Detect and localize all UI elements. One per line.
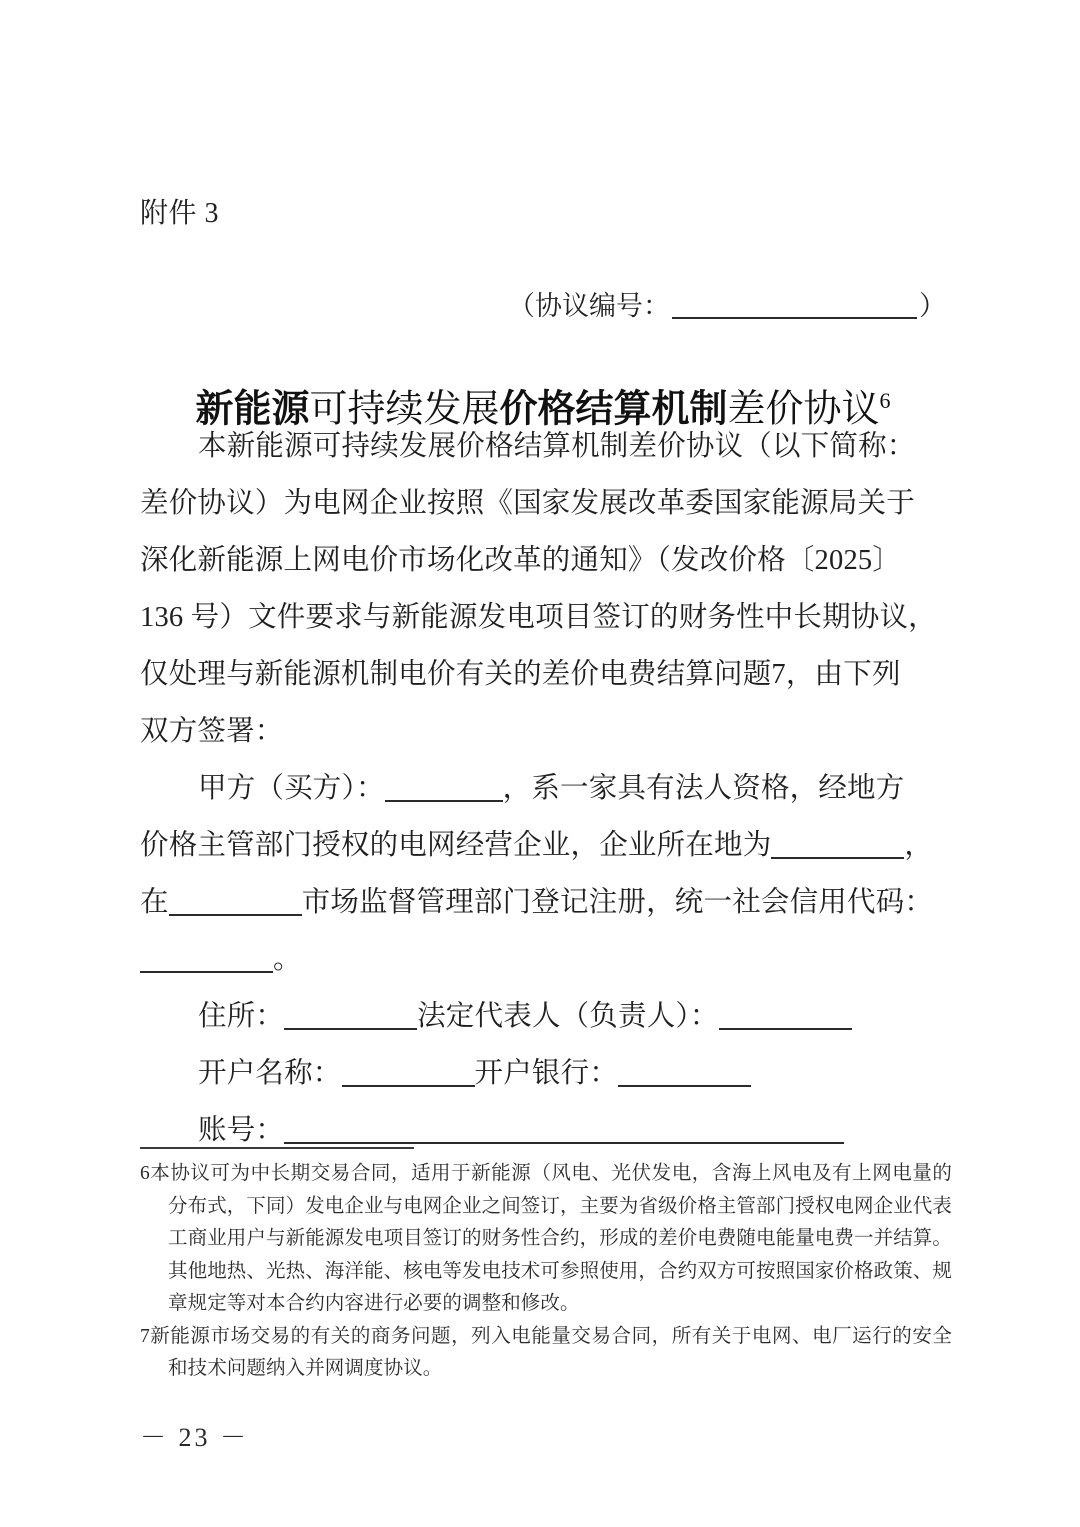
title-segment-4: 差价 bbox=[727, 389, 804, 432]
account-number-line bbox=[140, 1102, 950, 1159]
party-a-line-1 bbox=[140, 760, 950, 817]
agreement-number-blank-field[interactable] bbox=[672, 317, 917, 319]
account-name-field[interactable] bbox=[342, 1085, 475, 1087]
party-a-registry-prefix: 在 bbox=[140, 887, 169, 918]
footnote-list bbox=[140, 1158, 952, 1386]
party-a-location-label: 价格主管部门授权的电网经营企业，企业所在地为 bbox=[140, 830, 772, 861]
agreement-number-open-paren: （ bbox=[508, 291, 535, 321]
footnote-item: 6本协议可为中长期交易合同，适用于新能源（风电、光伏发电，含海上风电及有上网电量的分布式，下同）发电企业与电网企业之间签订，主要为省级价格主管部门授权电网企业代表工商业用户与新能源发电项目签订的财务性合约，形成的差价电费随电能量电费一并结算。其他地热、光热、海洋能、核电等发电技术可参照使用，合约双方可按照国家价格政策、规章规定等对本合约内容进行必要的调整和修改。 bbox=[140, 1163, 953, 1314]
bank-label: 开户银行： bbox=[474, 1058, 619, 1089]
party-a-registry-text: 市场监督管理部门登记注册，统一社会信用代码： bbox=[301, 887, 934, 918]
title-segment-1: 新能源 bbox=[195, 389, 310, 432]
attachment-label: 附件 3 bbox=[140, 198, 220, 229]
agreement-number-close-paren: ） bbox=[919, 291, 946, 321]
account-number-field[interactable] bbox=[284, 1142, 844, 1144]
body-line: 本新能源可持续发展价格结算机制差价协议（以下简称： bbox=[198, 431, 916, 462]
party-a-name-field[interactable] bbox=[385, 800, 503, 802]
agreement-number-label: 协议编号： bbox=[535, 291, 670, 321]
agreement-number-row bbox=[140, 284, 946, 323]
account-name-line bbox=[140, 1045, 950, 1102]
footnote-separator bbox=[140, 1147, 414, 1149]
account-number-label: 账号： bbox=[198, 1115, 285, 1146]
title-segment-5: 协议 bbox=[803, 389, 880, 432]
address-label: 住所： bbox=[198, 1001, 285, 1032]
account-name-label: 开户名称： bbox=[198, 1058, 342, 1089]
footnote-item: 7新能源市场交易的有关的商务问题，列入电能量交易合同，所有关于电网、电厂运行的安全和技术问题纳入并网调度协议。 bbox=[140, 1325, 952, 1379]
title-segment-3: 价格结算机制 bbox=[499, 389, 728, 432]
party-a-line-1-suffix: ，系一家具有法人资格，经地方 bbox=[502, 773, 905, 804]
party-a-label: 甲方（买方）： bbox=[198, 773, 385, 804]
party-a-line-4-suffix: 。 bbox=[273, 944, 302, 975]
party-a-line-4 bbox=[140, 931, 950, 988]
party-a-registry-field[interactable] bbox=[169, 914, 302, 916]
address-line bbox=[140, 988, 950, 1045]
party-a-line-3 bbox=[140, 874, 950, 931]
body-line: 深化新能源上网电价市场化改革的通知》（发改价格〔2025〕 bbox=[140, 545, 902, 576]
body-line: 双方签署： bbox=[140, 716, 284, 747]
body-line: 仅处理与新能源机制电价有关的差价电费结算问题7，由下列 bbox=[140, 659, 901, 690]
party-a-line-2 bbox=[140, 817, 950, 874]
bank-field[interactable] bbox=[618, 1085, 751, 1087]
party-a-credit-code-field[interactable] bbox=[140, 971, 273, 973]
title-segment-2: 可持续发展 bbox=[309, 389, 500, 432]
body-line: 136 号）文件要求与新能源发电项目签订的财务性中长期协议， bbox=[140, 602, 937, 633]
body-line: 差价协议）为电网企业按照《国家发展改革委国家能源局关于 bbox=[140, 488, 915, 519]
party-a-line-2-suffix: ， bbox=[904, 830, 934, 861]
legal-rep-label: 法定代表人（负责人）： bbox=[417, 1001, 719, 1032]
party-a-location-field[interactable] bbox=[771, 857, 904, 859]
title-footnote-marker-icon: 6 bbox=[879, 388, 891, 414]
legal-rep-field[interactable] bbox=[719, 1028, 852, 1030]
document-body bbox=[140, 418, 950, 1159]
address-field[interactable] bbox=[284, 1028, 417, 1030]
page-number: － 23 － bbox=[140, 1423, 250, 1452]
